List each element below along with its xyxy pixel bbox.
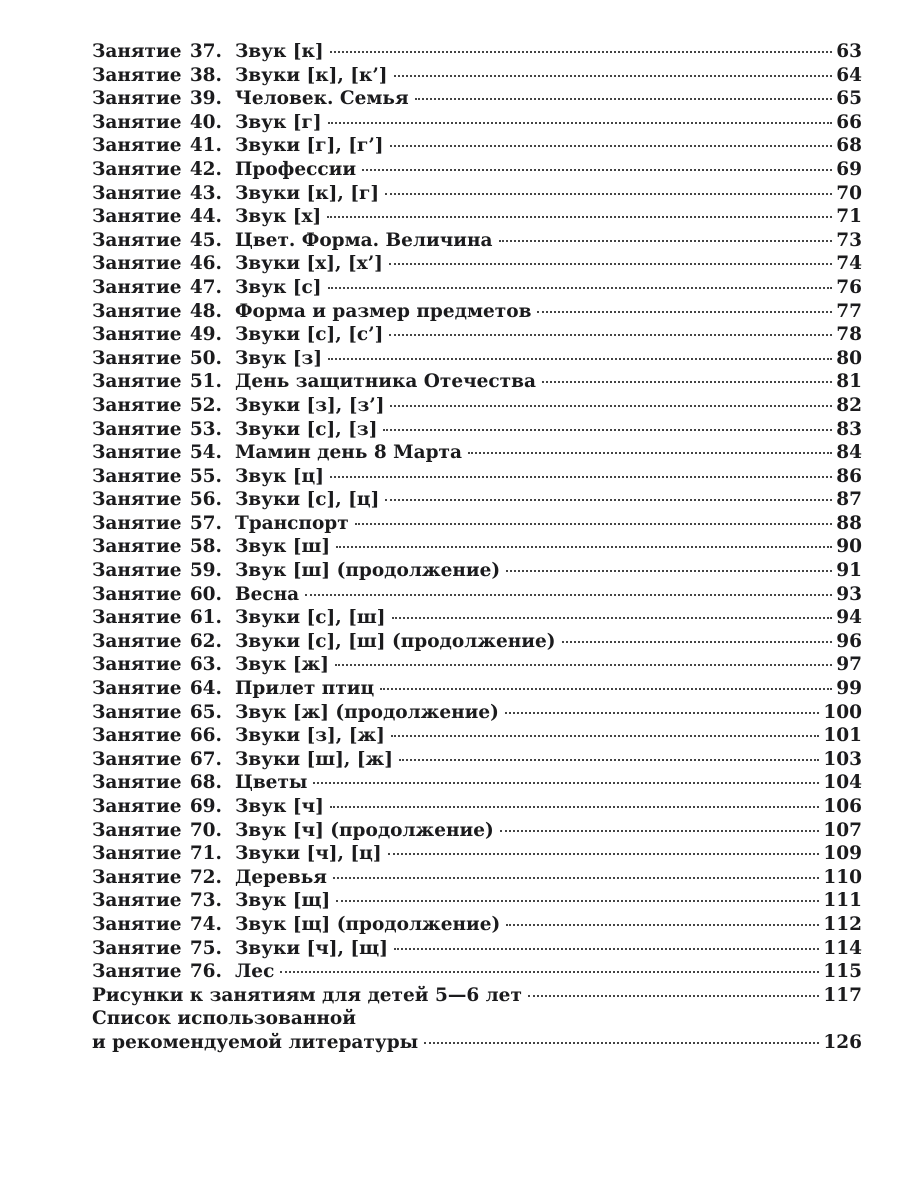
page-number: 97 — [836, 654, 862, 676]
dot-leader — [336, 546, 832, 548]
lesson-number: 67. — [189, 748, 222, 770]
lesson-number: 74. — [189, 913, 222, 935]
lesson-number: 60. — [189, 583, 222, 605]
dot-leader — [380, 688, 832, 690]
lesson-title: Звуки [с], [ц] — [234, 489, 380, 511]
lesson-number: 42. — [189, 158, 222, 180]
lesson-word: Занятие — [92, 512, 182, 534]
toc-entry — [92, 135, 862, 159]
dot-leader — [505, 712, 819, 714]
lesson-label — [92, 607, 222, 628]
lesson-title: Звуки [ч], [ц] — [234, 843, 382, 865]
lesson-label — [92, 843, 222, 864]
lesson-word: Занятие — [92, 630, 182, 652]
lesson-label — [92, 584, 222, 605]
lesson-number: 37. — [189, 41, 222, 62]
dot-leader — [562, 641, 833, 643]
lesson-title: Человек. Семья — [234, 88, 409, 110]
page-number: 91 — [836, 560, 862, 582]
entry-title: Рисунки к занятиям для детей 5—6 лет — [92, 984, 522, 1006]
page-number: 74 — [836, 253, 862, 275]
lesson-word: Занятие — [92, 913, 182, 935]
lesson-label — [92, 88, 222, 109]
lesson-number: 44. — [189, 206, 222, 228]
toc-entry — [92, 348, 862, 372]
dot-leader — [506, 924, 819, 926]
lesson-word: Занятие — [92, 843, 182, 865]
lesson-word: Занятие — [92, 654, 182, 676]
lesson-label — [92, 159, 222, 180]
dot-leader — [389, 263, 832, 265]
page-number: 99 — [836, 678, 862, 700]
lesson-title: Звуки [к], [г] — [234, 182, 380, 204]
lesson-word: Занятие — [92, 64, 182, 86]
page-number: 83 — [836, 418, 862, 440]
lesson-label — [92, 112, 222, 133]
lesson-number: 75. — [189, 937, 222, 959]
lesson-label — [92, 890, 222, 911]
lesson-label — [92, 395, 222, 416]
page-number: 104 — [823, 772, 862, 794]
toc-entry — [92, 253, 862, 277]
page-number: 80 — [836, 347, 862, 369]
dot-leader — [391, 735, 819, 737]
page-number: 103 — [823, 748, 862, 770]
lesson-word: Занятие — [92, 701, 182, 723]
page-number: 106 — [823, 796, 862, 817]
lesson-word: Занятие — [92, 560, 182, 582]
lesson-label — [92, 135, 222, 156]
page-number: 69 — [836, 158, 862, 180]
lesson-word: Занятие — [92, 489, 182, 511]
lesson-label — [92, 489, 222, 510]
lesson-number: 49. — [189, 324, 222, 346]
page-number: 76 — [836, 276, 862, 298]
lesson-number: 41. — [189, 135, 222, 157]
dot-leader — [424, 1042, 819, 1044]
dot-leader — [336, 900, 819, 902]
toc-entry — [92, 324, 862, 348]
lesson-number: 43. — [189, 182, 222, 204]
lesson-word: Занятие — [92, 253, 182, 275]
lesson-word: Занятие — [92, 465, 182, 487]
dot-leader — [389, 334, 832, 336]
lesson-word: Занятие — [92, 819, 182, 841]
lesson-label — [92, 371, 222, 392]
lesson-label — [92, 206, 222, 227]
lesson-label — [92, 938, 222, 959]
lesson-word: Занятие — [92, 725, 182, 747]
lesson-title: Звук [х] — [234, 206, 322, 228]
lesson-title: Звук [ш] — [234, 536, 331, 558]
dot-leader — [392, 617, 832, 619]
lesson-number: 61. — [189, 607, 222, 629]
lesson-title: Звук [с] — [234, 276, 322, 298]
lesson-word: Занятие — [92, 418, 182, 440]
toc-entry-literature-line2 — [92, 1032, 862, 1056]
lesson-label — [92, 796, 222, 817]
page-number: 107 — [823, 819, 862, 841]
toc-entry — [92, 890, 862, 914]
dot-leader — [328, 122, 832, 124]
lesson-label — [92, 702, 222, 723]
lesson-number: 45. — [189, 229, 222, 251]
lesson-number: 70. — [189, 819, 222, 841]
toc-entry — [92, 678, 862, 702]
page-number: 84 — [836, 442, 862, 464]
page-number: 86 — [836, 465, 862, 487]
toc-entry — [92, 301, 862, 325]
lesson-number: 69. — [189, 796, 222, 817]
page-number: 77 — [836, 300, 862, 322]
lesson-word: Занятие — [92, 206, 182, 228]
page-number: 65 — [836, 88, 862, 110]
toc-entry — [92, 65, 862, 89]
dot-leader — [328, 287, 832, 289]
toc-entry — [92, 820, 862, 844]
lesson-number: 39. — [189, 88, 222, 110]
lesson-label — [92, 914, 222, 935]
toc-entry — [92, 230, 862, 254]
lesson-number: 59. — [189, 560, 222, 582]
page-number: 115 — [823, 961, 862, 983]
lesson-label — [92, 772, 222, 793]
lesson-title: Звуки [з], [з’] — [234, 394, 385, 416]
lesson-number: 73. — [189, 890, 222, 912]
lesson-title: Звук [ж] (продолжение) — [234, 701, 499, 723]
dot-leader — [537, 311, 832, 313]
lesson-word: Занятие — [92, 536, 182, 558]
dot-leader — [506, 570, 832, 572]
lesson-title: Звуки [г], [г’] — [234, 135, 384, 157]
lesson-number: 72. — [189, 866, 222, 888]
lesson-word: Занятие — [92, 182, 182, 204]
lesson-word: Занятие — [92, 772, 182, 794]
toc-entry — [92, 112, 862, 136]
page-number: 110 — [823, 866, 862, 888]
lesson-number: 48. — [189, 300, 222, 322]
toc-entry — [92, 961, 862, 985]
lesson-label — [92, 183, 222, 204]
toc-entry — [92, 88, 862, 112]
dot-leader — [362, 169, 832, 171]
dot-leader — [280, 971, 819, 973]
lesson-title: Звуки [х], [х’] — [234, 253, 383, 275]
page-number: 71 — [836, 206, 862, 228]
lesson-label — [92, 820, 222, 841]
toc-entry — [92, 631, 862, 655]
lesson-word: Занятие — [92, 890, 182, 912]
lesson-title: Звуки [ш], [ж] — [234, 748, 393, 770]
toc-entry-literature-line1 — [92, 1008, 862, 1032]
dot-leader — [399, 759, 819, 761]
page-number: 63 — [836, 41, 862, 62]
lesson-label — [92, 301, 222, 322]
toc-entry — [92, 607, 862, 631]
dot-leader — [335, 664, 832, 666]
lesson-title: Форма и размер предметов — [234, 300, 532, 322]
dot-leader — [330, 51, 832, 53]
lesson-label — [92, 348, 222, 369]
page-number: 96 — [836, 630, 862, 652]
dot-leader — [330, 476, 832, 478]
toc-entry — [92, 867, 862, 891]
lesson-title: Звук [к] — [234, 41, 324, 62]
dot-leader — [328, 358, 832, 360]
page-number: 78 — [836, 324, 862, 346]
lesson-word: Занятие — [92, 796, 182, 817]
lesson-word: Занятие — [92, 111, 182, 133]
lesson-word: Занятие — [92, 748, 182, 770]
dot-leader — [468, 452, 832, 454]
toc-entry — [92, 796, 862, 820]
lesson-label — [92, 513, 222, 534]
toc-entry — [92, 371, 862, 395]
toc-entry — [92, 654, 862, 678]
dot-leader — [383, 429, 832, 431]
lesson-title: Звуки [ч], [щ] — [234, 937, 388, 959]
lesson-number: 40. — [189, 111, 222, 133]
lesson-title: Звук [г] — [234, 111, 322, 133]
lesson-title: Звуки [с], [ш] (продолжение) — [234, 630, 556, 652]
lesson-number: 57. — [189, 512, 222, 534]
lesson-title: Звук [щ] (продолжение) — [234, 913, 501, 935]
lesson-number: 76. — [189, 961, 222, 983]
toc-entry — [92, 159, 862, 183]
lesson-label — [92, 678, 222, 699]
lesson-word: Занятие — [92, 324, 182, 346]
page-number: 73 — [836, 229, 862, 251]
dot-leader — [388, 853, 820, 855]
lesson-title: Транспорт — [234, 512, 349, 534]
lesson-number: 65. — [189, 701, 222, 723]
lesson-word: Занятие — [92, 229, 182, 251]
lesson-title: Звуки [к], [к’] — [234, 64, 388, 86]
lesson-number: 52. — [189, 394, 222, 416]
toc-entry — [92, 466, 862, 490]
lesson-title: День защитника Отечества — [234, 371, 536, 393]
lesson-word: Занятие — [92, 866, 182, 888]
lesson-number: 47. — [189, 276, 222, 298]
page-number: 88 — [836, 512, 862, 534]
toc-entry — [92, 536, 862, 560]
dot-leader — [305, 594, 832, 596]
lesson-title: Звуки [с], [ш] — [234, 607, 386, 629]
dot-leader — [385, 193, 832, 195]
page-number: 126 — [823, 1031, 862, 1053]
page-number: 64 — [836, 64, 862, 86]
lesson-title: Деревья — [234, 866, 327, 888]
lesson-title: Цветы — [234, 772, 308, 794]
entry-title: Список использованной — [92, 1008, 356, 1030]
lesson-label — [92, 442, 222, 463]
lesson-word: Занятие — [92, 88, 182, 110]
lesson-number: 54. — [189, 442, 222, 464]
lesson-word: Занятие — [92, 300, 182, 322]
lesson-word: Занятие — [92, 347, 182, 369]
lesson-number: 68. — [189, 772, 222, 794]
lesson-title: Звуки [с], [з] — [234, 418, 378, 440]
entry-title: и рекомендуемой литературы — [92, 1031, 419, 1053]
lesson-title: Звуки [з], [ж] — [234, 725, 385, 747]
lesson-number: 62. — [189, 630, 222, 652]
toc-entry — [92, 419, 862, 443]
lesson-number: 53. — [189, 418, 222, 440]
lesson-word: Занятие — [92, 276, 182, 298]
toc-entry — [92, 442, 862, 466]
toc-entry — [92, 749, 862, 773]
lesson-number: 64. — [189, 678, 222, 700]
toc-entry — [92, 772, 862, 796]
dot-leader — [542, 381, 832, 383]
lesson-word: Занятие — [92, 371, 182, 393]
toc-entry — [92, 843, 862, 867]
lesson-title: Мамин день 8 Марта — [234, 442, 462, 464]
dot-leader — [330, 806, 820, 808]
lesson-title: Звук [з] — [234, 347, 323, 369]
lesson-label — [92, 536, 222, 557]
lesson-word: Занятие — [92, 442, 182, 464]
lesson-title: Лес — [234, 961, 275, 983]
toc-entry-pictures — [92, 985, 862, 1009]
page-number: 87 — [836, 489, 862, 511]
page-number: 66 — [836, 111, 862, 133]
lesson-label — [92, 749, 222, 770]
lesson-label — [92, 324, 222, 345]
lesson-number: 38. — [189, 64, 222, 86]
lesson-label — [92, 725, 222, 746]
lesson-title: Прилет птиц — [234, 678, 375, 700]
lesson-number: 51. — [189, 371, 222, 393]
lesson-label — [92, 277, 222, 298]
toc-entry — [92, 489, 862, 513]
page-number: 114 — [823, 937, 862, 959]
page-number: 68 — [836, 135, 862, 157]
lesson-label — [92, 631, 222, 652]
lesson-label — [92, 419, 222, 440]
page-number: 90 — [836, 536, 862, 558]
lesson-word: Занятие — [92, 135, 182, 157]
lesson-title: Цвет. Форма. Величина — [234, 229, 493, 251]
lesson-word: Занятие — [92, 394, 182, 416]
lesson-label — [92, 230, 222, 251]
table-of-contents — [92, 41, 862, 1056]
dot-leader — [528, 995, 819, 997]
toc-entry — [92, 914, 862, 938]
toc-entry — [92, 513, 862, 537]
dot-leader — [394, 948, 819, 950]
dot-leader — [394, 75, 832, 77]
lesson-label — [92, 41, 222, 62]
lesson-word: Занятие — [92, 607, 182, 629]
lesson-word: Занятие — [92, 158, 182, 180]
lesson-number: 63. — [189, 654, 222, 676]
dot-leader — [500, 830, 820, 832]
toc-entry — [92, 277, 862, 301]
lesson-title: Звук [ч] — [234, 796, 324, 817]
toc-entry — [92, 560, 862, 584]
lesson-label — [92, 654, 222, 675]
lesson-number: 66. — [189, 725, 222, 747]
lesson-label — [92, 867, 222, 888]
page-number: 101 — [823, 725, 862, 747]
lesson-number: 56. — [189, 489, 222, 511]
lesson-word: Занятие — [92, 961, 182, 983]
lesson-title: Звук [ж] — [234, 654, 329, 676]
lesson-title: Звук [ш] (продолжение) — [234, 560, 501, 582]
dot-leader — [390, 145, 832, 147]
lesson-label — [92, 253, 222, 274]
lesson-word: Занятие — [92, 41, 182, 62]
lesson-number: 55. — [189, 465, 222, 487]
page-number: 109 — [823, 843, 862, 865]
lesson-word: Занятие — [92, 678, 182, 700]
page-number: 94 — [836, 607, 862, 629]
page-number: 117 — [823, 984, 862, 1006]
lesson-title: Профессии — [234, 158, 357, 180]
lesson-title: Звук [щ] — [234, 890, 331, 912]
toc-entry — [92, 41, 862, 65]
lesson-word: Занятие — [92, 937, 182, 959]
page-number: 112 — [823, 913, 862, 935]
lesson-number: 71. — [189, 843, 222, 865]
lesson-title: Весна — [234, 583, 300, 605]
toc-entry — [92, 183, 862, 207]
lesson-number: 46. — [189, 253, 222, 275]
toc-entry — [92, 395, 862, 419]
lesson-number: 50. — [189, 347, 222, 369]
dot-leader — [415, 98, 832, 100]
dot-leader — [355, 523, 832, 525]
lesson-label — [92, 466, 222, 487]
page-number: 81 — [836, 371, 862, 393]
dot-leader — [390, 405, 832, 407]
lesson-label — [92, 65, 222, 86]
toc-entry — [92, 725, 862, 749]
dot-leader — [333, 877, 819, 879]
dot-leader — [327, 216, 832, 218]
lesson-number: 58. — [189, 536, 222, 558]
dot-leader — [313, 782, 819, 784]
toc-entry — [92, 206, 862, 230]
toc-entry — [92, 702, 862, 726]
lesson-title: Звук [ц] — [234, 465, 324, 487]
page-number: 70 — [836, 182, 862, 204]
dot-leader — [385, 499, 832, 501]
lesson-title: Звук [ч] (продолжение) — [234, 819, 494, 841]
page-number: 100 — [823, 701, 862, 723]
page-number: 93 — [836, 583, 862, 605]
toc-entry — [92, 584, 862, 608]
toc-entry — [92, 938, 862, 962]
lesson-word: Занятие — [92, 583, 182, 605]
dot-leader — [499, 240, 832, 242]
page-number: 111 — [823, 890, 862, 912]
lesson-label — [92, 961, 222, 982]
lesson-title: Звуки [с], [с’] — [234, 324, 384, 346]
page-number: 82 — [836, 394, 862, 416]
lesson-label — [92, 560, 222, 581]
